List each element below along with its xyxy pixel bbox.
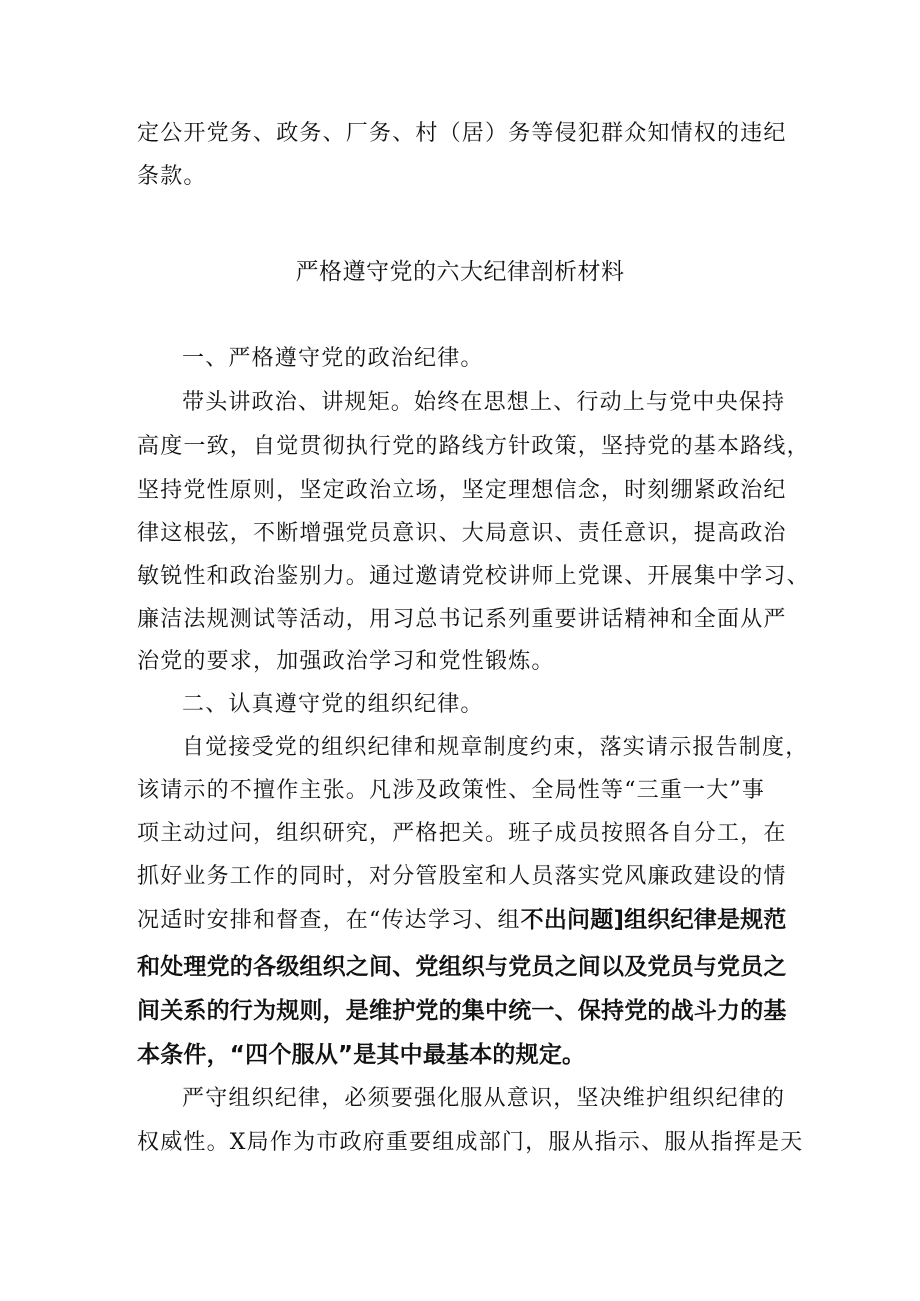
section-2-line-5-regular: 况适时安排和督查，在“传达学习、组 bbox=[137, 908, 521, 933]
section-2-line-2: 该请示的不擅作主张。凡涉及政策性、全局性等“三重一大”事 bbox=[137, 778, 766, 803]
document-title: 严格遵守党的六大纪律剖析材料 bbox=[295, 259, 625, 285]
section-1-line-1: 带头讲政治、讲规矩。始终在思想上、行动上与党中央保持 bbox=[182, 390, 786, 415]
section-2-line-5-mixed bbox=[137, 905, 787, 936]
section-2-line-5-bold: 不出问题]组织纪律是规范 bbox=[520, 907, 787, 933]
section-1-line-4: 律这根弦，不断增强党员意识、大局意识、责任意识，提高政治 bbox=[137, 521, 787, 546]
section-2-heading: 二、认真遵守党的组织纪律。 bbox=[182, 692, 484, 717]
section-1-line-2: 高度一致，自觉贯彻执行党的路线方针政策，坚持党的基本路线， bbox=[137, 434, 810, 459]
bold-line-2: 间关系的行为规则，是维护党的集中统一、保持党的战斗力的基 bbox=[137, 998, 787, 1024]
intro-line-2: 条款。 bbox=[137, 164, 207, 189]
section-2-tail-line-2: 权威性。X局作为市政府重要组成部门，服从指示、服从指挥是天 bbox=[137, 1130, 804, 1155]
section-2-line-1: 自觉接受党的组织纪律和规章制度约束，落实请示报告制度， bbox=[182, 735, 809, 760]
section-2-line-4: 抓好业务工作的同时，对分管股室和人员落实党风廉政建设的情 bbox=[137, 864, 787, 889]
section-2-tail-line-1: 严守组织纪律，必须要强化服从意识，坚决维护组织纪律的 bbox=[182, 1086, 786, 1111]
section-1-line-3: 坚持党性原则，坚定政治立场，坚定理想信念，时刻绷紧政治纪 bbox=[137, 478, 787, 503]
section-1-line-6: 廉洁法规测试等活动，用习总书记系列重要讲话精神和全面从严 bbox=[137, 607, 787, 632]
section-1-line-5: 敏锐性和政治鉴别力。通过邀请党校讲师上党课、开展集中学习、 bbox=[137, 564, 810, 589]
bold-line-3: 本条件，“四个服从”是其中最基本的规定。 bbox=[137, 1042, 586, 1068]
intro-line-1: 定公开党务、政务、厂务、村（居）务等侵犯群众知情权的违纪 bbox=[137, 121, 787, 146]
bold-line-1: 和处理党的各级组织之间、党组织与党员之间以及党员与党员之 bbox=[137, 954, 787, 980]
section-1-heading: 一、严格遵守党的政治纪律。 bbox=[182, 346, 484, 371]
section-2-line-3: 项主动过问，组织研究，严格把关。班子成员按照各自分工，在 bbox=[137, 821, 787, 846]
section-1-line-7: 治党的要求，加强政治学习和党性锻炼。 bbox=[137, 649, 555, 674]
